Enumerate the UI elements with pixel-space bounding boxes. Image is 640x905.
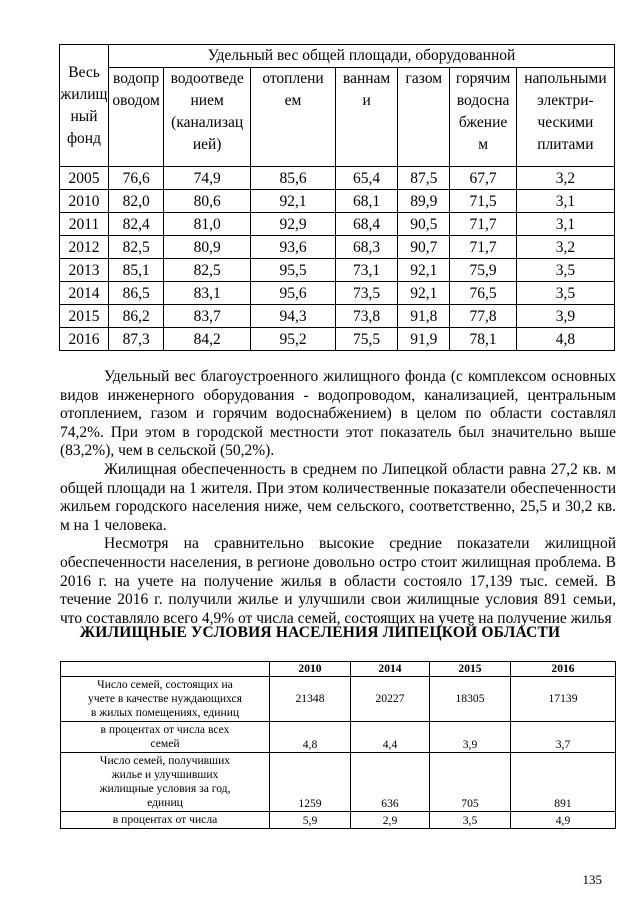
value-cell: 73,5 xyxy=(335,282,397,305)
value-cell: 71,7 xyxy=(450,236,516,259)
subheader-cell: отоплени ем xyxy=(251,68,336,167)
section-title: ЖИЛИЩНЫЕ УСЛОВИЯ НАСЕЛЕНИЯ ЛИПЕЦКОЙ ОБЛАСТИ xyxy=(79,624,561,641)
value-cell: 891 xyxy=(511,753,616,812)
year-cell: 2012 xyxy=(60,236,109,259)
years-header-row xyxy=(61,662,616,677)
value-cell: 90,7 xyxy=(398,236,450,259)
value-cell: 3,9 xyxy=(516,305,614,328)
year-cell: 2011 xyxy=(60,213,109,236)
housing-conditions-table xyxy=(60,661,616,829)
paragraph-3: Несмотря на сравнительно высокие средние показатели жилищной обеспеченности населения, в регионе довольно остро стоит жилищная проблема. В 2016 г. на учете на получение жилья в области состояло 17,139 тыс. семей. В течение 2016 г. получили жилье и улучшили свои жилищные условия 891 семьи, что составляло всего 4,9% от числа семей, состоящих на учете на получение жилья xyxy=(60,535,616,627)
value-cell: 82,0 xyxy=(109,190,164,213)
table-row xyxy=(60,328,615,351)
value-cell: 74,9 xyxy=(164,167,251,190)
table-row xyxy=(61,677,616,722)
value-cell: 636 xyxy=(351,753,430,812)
value-cell: 82,5 xyxy=(109,236,164,259)
row-label: Число семей, получивших жилье и улучшивших жилищные условия за год, единиц xyxy=(61,753,270,812)
year-header: 2016 xyxy=(511,662,616,677)
value-cell: 4,4 xyxy=(351,722,430,753)
value-cell: 3,7 xyxy=(511,722,616,753)
value-cell: 94,3 xyxy=(251,305,336,328)
value-cell: 73,1 xyxy=(335,259,397,282)
value-cell: 3,1 xyxy=(516,213,614,236)
row-label: в процентах от числа всех семей xyxy=(61,722,270,753)
value-cell: 5,9 xyxy=(270,812,351,829)
value-cell: 78,1 xyxy=(450,328,516,351)
group-header: Удельный вес общей площади, оборудованной xyxy=(109,45,615,68)
value-cell: 3,5 xyxy=(516,282,614,305)
year-cell: 2010 xyxy=(60,190,109,213)
subheader-cell: водопр оводом xyxy=(109,68,164,167)
value-cell: 76,5 xyxy=(450,282,516,305)
table-row xyxy=(60,259,615,282)
value-cell: 2,9 xyxy=(351,812,430,829)
value-cell: 17139 xyxy=(511,677,616,722)
year-cell: 2014 xyxy=(60,282,109,305)
value-cell: 4,8 xyxy=(516,328,614,351)
year-header: 2010 xyxy=(270,662,351,677)
subheader-cell: горячим водосна бжение м xyxy=(450,68,516,167)
value-cell: 3,2 xyxy=(516,167,614,190)
value-cell: 3,9 xyxy=(430,722,511,753)
value-cell: 3,5 xyxy=(516,259,614,282)
value-cell: 705 xyxy=(430,753,511,812)
table-row xyxy=(61,753,616,812)
page-number: 135 xyxy=(582,872,602,887)
year-cell: 2015 xyxy=(60,305,109,328)
value-cell: 76,6 xyxy=(109,167,164,190)
value-cell: 80,6 xyxy=(164,190,251,213)
value-cell: 68,3 xyxy=(335,236,397,259)
year-header: 2015 xyxy=(430,662,511,677)
table-row xyxy=(60,213,615,236)
value-cell: 71,7 xyxy=(450,213,516,236)
header-row xyxy=(60,45,615,68)
value-cell: 67,7 xyxy=(450,167,516,190)
table-row xyxy=(60,236,615,259)
body-text xyxy=(60,368,616,628)
value-cell: 91,9 xyxy=(398,328,450,351)
subheader-cell: газом xyxy=(398,68,450,167)
value-cell: 4,9 xyxy=(511,812,616,829)
value-cell: 90,5 xyxy=(398,213,450,236)
value-cell: 20227 xyxy=(351,677,430,722)
value-cell: 75,5 xyxy=(335,328,397,351)
value-cell: 95,6 xyxy=(251,282,336,305)
value-cell: 85,1 xyxy=(109,259,164,282)
value-cell: 68,1 xyxy=(335,190,397,213)
value-cell: 91,8 xyxy=(398,305,450,328)
empty-header-cell xyxy=(61,662,270,677)
value-cell: 85,6 xyxy=(251,167,336,190)
table-row xyxy=(61,812,616,829)
value-cell: 86,5 xyxy=(109,282,164,305)
value-cell: 82,4 xyxy=(109,213,164,236)
value-cell: 75,9 xyxy=(450,259,516,282)
subheader-cell: ваннам и xyxy=(335,68,397,167)
subheader-row xyxy=(60,68,615,167)
value-cell: 83,7 xyxy=(164,305,251,328)
housing-equipment-table xyxy=(59,44,615,351)
value-cell: 95,5 xyxy=(251,259,336,282)
year-cell: 2016 xyxy=(60,328,109,351)
value-cell: 81,0 xyxy=(164,213,251,236)
year-cell: 2005 xyxy=(60,167,109,190)
value-cell: 4,8 xyxy=(270,722,351,753)
value-cell: 68,4 xyxy=(335,213,397,236)
value-cell: 3,1 xyxy=(516,190,614,213)
value-cell: 87,3 xyxy=(109,328,164,351)
value-cell: 83,1 xyxy=(164,282,251,305)
value-cell: 84,2 xyxy=(164,328,251,351)
value-cell: 92,9 xyxy=(251,213,336,236)
value-cell: 92,1 xyxy=(251,190,336,213)
value-cell: 1259 xyxy=(270,753,351,812)
value-cell: 3,5 xyxy=(430,812,511,829)
value-cell: 93,6 xyxy=(251,236,336,259)
paragraph-2: Жилищная обеспеченность в среднем по Липецкой области равна 27,2 кв. м общей площади на 1 жителя. При этом количественные показатели обеспеченности жильем городского населения ниже, чем сельского, соответственно, 25,5 и 30,2 кв. м на 1 человека. xyxy=(60,460,616,534)
table-row xyxy=(61,722,616,753)
value-cell: 95,2 xyxy=(251,328,336,351)
fund-header: Весь жилищ ный фонд xyxy=(60,45,109,167)
value-cell: 3,2 xyxy=(516,236,614,259)
value-cell: 77,8 xyxy=(450,305,516,328)
value-cell: 87,5 xyxy=(398,167,450,190)
value-cell: 92,1 xyxy=(398,282,450,305)
year-cell: 2013 xyxy=(60,259,109,282)
table-row xyxy=(60,167,615,190)
value-cell: 92,1 xyxy=(398,259,450,282)
table-row xyxy=(60,282,615,305)
value-cell: 71,5 xyxy=(450,190,516,213)
year-header: 2014 xyxy=(351,662,430,677)
value-cell: 21348 xyxy=(270,677,351,722)
value-cell: 80,9 xyxy=(164,236,251,259)
row-label: в процентах от числа xyxy=(61,812,270,829)
value-cell: 89,9 xyxy=(398,190,450,213)
value-cell: 18305 xyxy=(430,677,511,722)
row-label: Число семей, состоящих на учете в качестве нуждающихся в жилых помещениях, единиц xyxy=(61,677,270,722)
paragraph-1: Удельный вес благоустроенного жилищного фонда (с комплексом основных видов инженерного оборудования - водопроводом, канализацией, центральным отоплением, газом и горячим водоснабжением) в целом по области составлял 74,2%. При этом в городской местности этот показатель был значительно выше (83,2%), чем в сельской (50,2%). xyxy=(60,368,616,460)
value-cell: 86,2 xyxy=(109,305,164,328)
value-cell: 65,4 xyxy=(335,167,397,190)
subheader-cell: напольными электри- ческими плитами xyxy=(516,68,614,167)
value-cell: 82,5 xyxy=(164,259,251,282)
subheader-cell: водоотведе нием (канализац ией) xyxy=(164,68,251,167)
table-row xyxy=(60,305,615,328)
table-row xyxy=(60,190,615,213)
value-cell: 73,8 xyxy=(335,305,397,328)
